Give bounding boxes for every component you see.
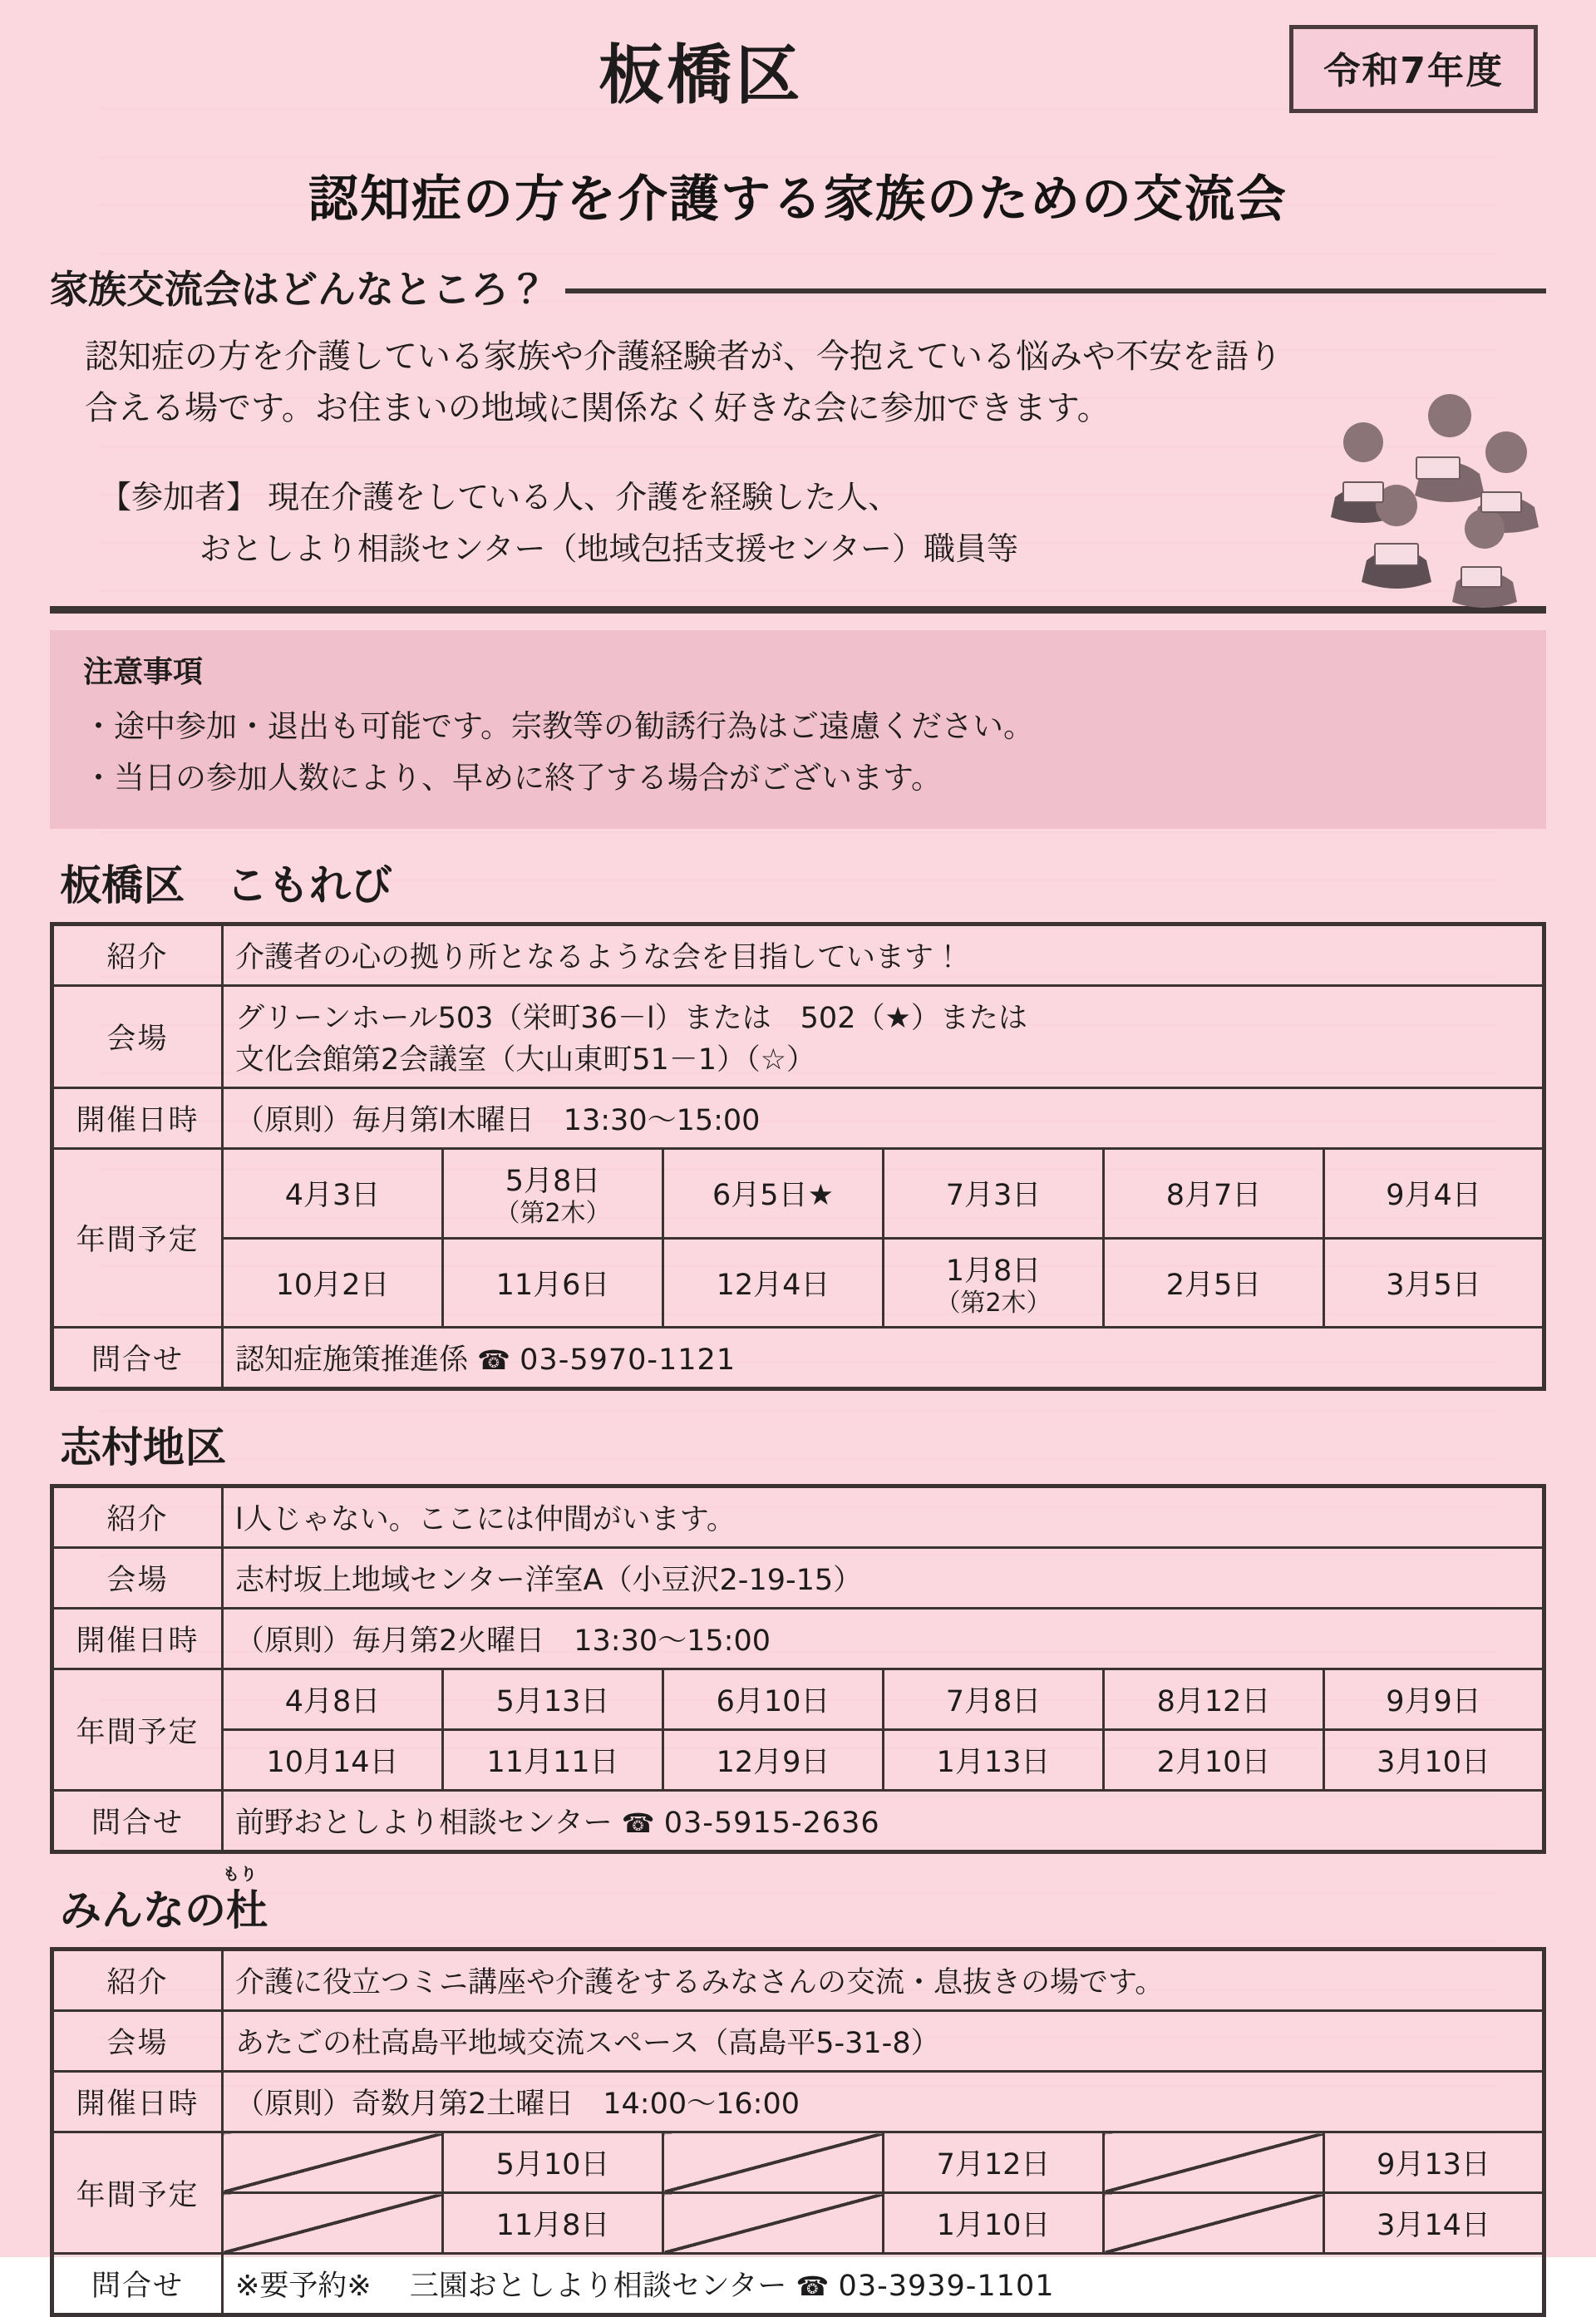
row-label-datetime: 開催日時 (52, 1609, 223, 1669)
table-row (52, 1609, 1544, 1669)
schedule-cell (443, 1238, 663, 1328)
schedule-cell-empty (663, 2132, 884, 2193)
schedule-cell (1324, 1149, 1544, 1239)
participants-label: 【参加者】 (100, 479, 259, 515)
schedule-date: 5月8日 (505, 1165, 601, 1199)
page-title: 認知症の方を介護する家族のための交流会 (308, 170, 1288, 229)
contact-value (223, 1791, 1544, 1852)
schedule-cell-empty (223, 2193, 443, 2254)
row-label-schedule: 年間予定 (52, 2132, 223, 2254)
ward-title: 板橋区 (598, 38, 804, 113)
header (50, 0, 1546, 175)
participants-line-1 (100, 472, 1297, 524)
schedule-date: 1月8日 (945, 1254, 1042, 1288)
section-title-text: みんなの杜 (60, 1886, 268, 1935)
schedule-cell (663, 1238, 884, 1328)
schedule-cell: 6月10日 (663, 1669, 884, 1730)
heading-rule (565, 288, 1546, 293)
row-label-venue: 会場 (52, 2011, 223, 2072)
section-title-minnanomori (60, 1864, 268, 1937)
datetime-value: （原則）毎月第2火曜日 13:30〜15:00 (223, 1609, 1544, 1669)
note-item: ・途中参加・退出も可能です。宗教等の勧誘行為はご遠慮ください。 (83, 708, 1035, 745)
intro-block (50, 331, 1546, 574)
schedule-cell (223, 1238, 443, 1328)
note-item: ・当日の参加人数により、早めに終了する場合がございます。 (83, 760, 943, 796)
row-label-datetime: 開催日時 (52, 2072, 223, 2132)
era-badge (1289, 25, 1538, 113)
schedule-date: 11月6日 (495, 1268, 610, 1302)
schedule-cell (884, 1238, 1104, 1328)
schedule-date: 8月7日 (1165, 1179, 1262, 1213)
schedule-cell: 11月8日 (443, 2193, 663, 2254)
schedule-date: 2月5日 (1165, 1268, 1262, 1302)
era-badge-label: 令和7年度 (1323, 50, 1504, 92)
schedule-cell: 10月14日 (223, 1730, 443, 1791)
phone-icon: ☎ (796, 2270, 830, 2303)
section-divider (50, 606, 1546, 614)
contact-value (223, 2254, 1544, 2315)
table-row (52, 1238, 1544, 1328)
venue-value: 志村坂上地域センター洋室A（小豆沢2-19-15） (223, 1548, 1544, 1609)
schedule-cell (1104, 1238, 1324, 1328)
schedule-cell (443, 1149, 663, 1239)
schedule-table-minnanomori (50, 1947, 1546, 2317)
schedule-cell-empty (1104, 2193, 1324, 2254)
schedule-table-komorebi (50, 922, 1546, 1391)
contact-phone: 03-3939-1101 (838, 2270, 1055, 2304)
schedule-cell (223, 1149, 443, 1239)
table-row (52, 1669, 1544, 1730)
notes-heading: 注意事項 (83, 655, 204, 690)
table-row (52, 1088, 1544, 1149)
schedule-cell: 8月12日 (1104, 1669, 1324, 1730)
schedule-cell: 7月8日 (884, 1669, 1104, 1730)
schedule-cell: 4月8日 (223, 1669, 443, 1730)
row-label-intro: 紹介 (52, 1486, 223, 1548)
schedule-cell: 5月13日 (443, 1669, 663, 1730)
intro-value: 介護者の心の拠り所となるような会を目指しています！ (223, 924, 1544, 986)
schedule-cell (1104, 1149, 1324, 1239)
table-row (52, 924, 1544, 986)
row-label-datetime: 開催日時 (52, 1088, 223, 1149)
table-row (52, 2193, 1544, 2254)
datetime-value: （原則）毎月第l木曜日 13:30〜15:00 (223, 1088, 1544, 1149)
table-row (52, 1730, 1544, 1791)
intro-value: 介護に役立つミニ講座や介護をするみなさんの交流・息抜きの場です。 (223, 1950, 1544, 2011)
venue-line-2: 文化会館第2会議室（大山東町51－1）（☆） (235, 1043, 815, 1077)
table-row (52, 986, 1544, 1088)
section-title-komorebi: 板橋区 こもれび (60, 861, 392, 910)
phone-icon: ☎ (477, 1344, 511, 1377)
table-row (52, 2011, 1544, 2072)
table-row (52, 1149, 1544, 1239)
schedule-date: 4月3日 (284, 1179, 381, 1213)
row-label-venue: 会場 (52, 986, 223, 1088)
contact-name: 認知症施策推進係 (235, 1343, 469, 1378)
people-talking-illustration (1310, 381, 1551, 605)
table-row (52, 1328, 1544, 1389)
schedule-cell: 7月12日 (884, 2132, 1104, 2193)
notes-box (50, 630, 1546, 829)
phone-icon: ☎ (621, 1807, 655, 1840)
participants-text-1: 現在介護をしている人、介護を経験した人、 (268, 479, 900, 515)
schedule-cell: 9月13日 (1324, 2132, 1544, 2193)
datetime-value: （原則）奇数月第2土曜日 14:00〜16:00 (223, 2072, 1544, 2132)
schedule-date: 9月4日 (1386, 1179, 1481, 1213)
schedule-cell: 3月14日 (1324, 2193, 1544, 2254)
schedule-date: 6月5日★ (712, 1179, 834, 1213)
schedule-cell: 3月10日 (1324, 1730, 1544, 1791)
table-row (52, 2132, 1544, 2193)
row-label-schedule: 年間予定 (52, 1149, 223, 1328)
schedule-cell-empty (1104, 2132, 1324, 2193)
intro-heading-text: 家族交流会はどんなところ？ (50, 267, 547, 312)
table-row (52, 2072, 1544, 2132)
contact-name: 三園おとしより相談センター (409, 2270, 787, 2304)
schedule-cell (1324, 1238, 1544, 1328)
table-row (52, 1950, 1544, 2011)
schedule-date: 3月5日 (1386, 1268, 1481, 1302)
schedule-cell: 12月9日 (663, 1730, 884, 1791)
row-label-schedule: 年間予定 (52, 1669, 223, 1791)
venue-line-1: グリーンホール503（栄町36－l）または 502（★）または (235, 1002, 1027, 1036)
schedule-date: 12月4日 (716, 1268, 830, 1302)
schedule-date-note: （第2木） (935, 1288, 1052, 1318)
row-label-intro: 紹介 (52, 1950, 223, 2011)
schedule-cell: 1月13日 (884, 1730, 1104, 1791)
table-row (52, 1791, 1544, 1852)
schedule-date: 10月2日 (275, 1268, 390, 1302)
schedule-cell: 9月9日 (1324, 1669, 1544, 1730)
section-title-shimura: 志村地区 (60, 1423, 226, 1472)
row-label-contact: 問合せ (52, 1791, 223, 1852)
contact-value (223, 1328, 1544, 1389)
schedule-cell-empty (223, 2132, 443, 2193)
row-label-intro: 紹介 (52, 924, 223, 986)
schedule-cell-empty (663, 2193, 884, 2254)
schedule-cell: 11月11日 (443, 1730, 663, 1791)
venue-value: あたごの杜高島平地域交流スペース（高島平5-31-8） (223, 2011, 1544, 2072)
row-label-venue: 会場 (52, 1548, 223, 1609)
schedule-date: 7月3日 (945, 1179, 1042, 1213)
section-title-ruby: もり (223, 1864, 258, 1885)
row-label-contact: 問合せ (52, 2254, 223, 2315)
contact-phone: 03-5970-1121 (520, 1343, 736, 1378)
schedule-table-shimura (50, 1484, 1546, 1854)
intro-heading (50, 259, 1546, 314)
table-row (52, 1486, 1544, 1548)
row-label-contact: 問合せ (52, 1328, 223, 1389)
table-row (52, 1548, 1544, 1609)
contact-phone: 03-5915-2636 (663, 1807, 880, 1841)
intro-paragraph: 認知症の方を介護している家族や介護経験者が、今抱えている悩みや不安を語り合える場です。お住まいの地域に関係なく好きな会に参加できます。 (85, 338, 1282, 427)
intro-value: l人じゃない。ここには仲間がいます。 (223, 1486, 1544, 1548)
schedule-cell (663, 1149, 884, 1239)
schedule-cell (884, 1149, 1104, 1239)
schedule-date-note: （第2木） (495, 1199, 611, 1229)
venue-value (223, 986, 1544, 1088)
schedule-cell: 1月10日 (884, 2193, 1104, 2254)
contact-prefix: ※要予約※ (235, 2270, 401, 2304)
schedule-cell: 2月10日 (1104, 1730, 1324, 1791)
contact-name: 前野おとしより相談センター (235, 1807, 613, 1841)
table-row (52, 2254, 1544, 2315)
participants-text-2: おとしより相談センター（地域包括支援センター）職員等 (200, 530, 1018, 567)
schedule-cell: 5月10日 (443, 2132, 663, 2193)
